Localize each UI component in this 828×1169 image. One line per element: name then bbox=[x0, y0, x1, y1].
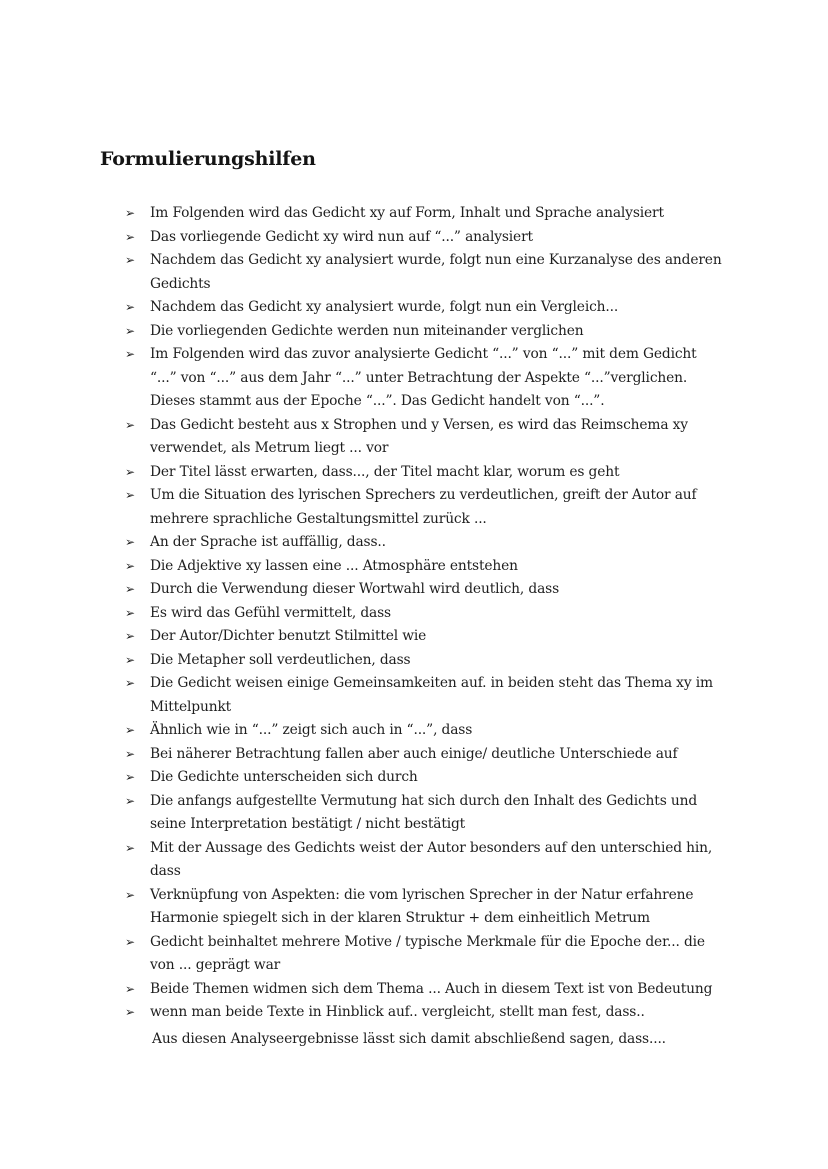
arrow-bullet-icon: ➢ bbox=[125, 417, 135, 432]
arrow-bullet-icon: ➢ bbox=[125, 746, 135, 761]
list-item bbox=[125, 790, 725, 837]
arrow-bullet-icon: ➢ bbox=[125, 887, 135, 902]
list-item-text: Durch die Verwendung dieser Wortwahl wird deutlich, dass bbox=[150, 581, 560, 597]
list-item bbox=[125, 649, 725, 673]
arrow-bullet-icon: ➢ bbox=[125, 652, 135, 667]
closing-sentence: Aus diesen Analyseergebnisse lässt sich damit abschließend sagen, dass.... bbox=[152, 1031, 666, 1047]
list-item bbox=[125, 320, 725, 344]
list-item-text: Im Folgenden wird das zuvor analysierte Gedicht “...” von “...” mit dem Gedicht “...” von “...” aus dem Jahr “...” unter Betrachtung der Aspekte “...”verglichen. Dieses stammt aus der Epoche “...”. Das Gedicht handelt von “...”. bbox=[150, 346, 697, 409]
list-item-text: Im Folgenden wird das Gedicht xy auf Form, Inhalt und Sprache analysiert bbox=[150, 205, 664, 221]
list-item bbox=[125, 719, 725, 743]
list-item-text: Die vorliegenden Gedichte werden nun miteinander verglichen bbox=[150, 322, 584, 339]
arrow-bullet-icon: ➢ bbox=[125, 840, 135, 855]
list-item bbox=[125, 461, 725, 485]
page-title: Formulierungshilfen bbox=[100, 148, 316, 170]
list-item-text: Ähnlich wie in “...” zeigt sich auch in “...”, dass bbox=[150, 722, 473, 738]
list-item-text: Nachdem das Gedicht xy analysiert wurde, folgt nun eine Kurzanalyse des anderen Gedichts bbox=[150, 252, 722, 292]
list-item-text: Der Titel lässt erwarten, dass..., der Titel macht klar, worum es geht bbox=[150, 463, 620, 480]
list-item bbox=[125, 978, 725, 1002]
list-item bbox=[125, 884, 725, 931]
list-item bbox=[125, 837, 725, 884]
arrow-bullet-icon: ➢ bbox=[125, 206, 135, 220]
list-item-text: Nachdem das Gedicht xy analysiert wurde, folgt nun ein Vergleich... bbox=[150, 299, 619, 315]
arrow-bullet-icon: ➢ bbox=[125, 488, 135, 502]
list-item-text: Das Gedicht besteht aus x Strophen und y Versen, es wird das Reimschema xy verwendet, als Metrum liegt ... vor bbox=[150, 416, 688, 456]
list-item-text: Gedicht beinhaltet mehrere Motive / typische Merkmale für die Epoche der... die von ... geprägt war bbox=[150, 933, 705, 973]
list-item bbox=[125, 484, 725, 531]
list-item-text: Beide Themen widmen sich dem Thema ... Auch in diesem Text ist von Bedeutung bbox=[150, 980, 713, 997]
list-item bbox=[125, 931, 725, 978]
arrow-bullet-icon: ➢ bbox=[125, 253, 135, 267]
list-item bbox=[125, 743, 725, 767]
list-item-text: Es wird das Gefühl vermittelt, dass bbox=[150, 604, 391, 621]
arrow-bullet-icon: ➢ bbox=[125, 770, 135, 784]
arrow-bullet-icon: ➢ bbox=[125, 535, 135, 549]
arrow-bullet-icon: ➢ bbox=[125, 582, 135, 596]
list-item bbox=[125, 414, 725, 461]
list-item-text: Die Gedichte unterscheiden sich durch bbox=[150, 769, 418, 785]
list-item bbox=[125, 296, 725, 320]
list-item bbox=[125, 531, 725, 555]
list-item bbox=[125, 578, 725, 602]
list-item-text: Mit der Aussage des Gedichts weist der Autor besonders auf den unterschied hin, dass bbox=[150, 839, 713, 879]
list-item bbox=[125, 766, 725, 790]
arrow-bullet-icon: ➢ bbox=[125, 723, 135, 737]
list-item bbox=[125, 343, 725, 414]
list-item-text: wenn man beide Texte in Hinblick auf.. vergleicht, stellt man fest, dass.. bbox=[150, 1004, 645, 1020]
list-item bbox=[125, 249, 725, 296]
arrow-bullet-icon: ➢ bbox=[125, 629, 135, 643]
list-item bbox=[125, 226, 725, 250]
phrase-list bbox=[125, 202, 725, 1025]
list-item-text: Um die Situation des lyrischen Sprechers zu verdeutlichen, greift der Autor auf mehrere sprachliche Gestaltungsmittel zurück ... bbox=[150, 487, 697, 527]
list-item-text: Verknüpfung von Aspekten: die vom lyrischen Sprecher in der Natur erfahrene Harmonie spiegelt sich in der klaren Struktur + dem einheitlich Metrum bbox=[150, 886, 694, 926]
list-item bbox=[125, 672, 725, 719]
arrow-bullet-icon: ➢ bbox=[125, 793, 135, 808]
list-item-text: Der Autor/Dichter benutzt Stilmittel wie bbox=[150, 628, 427, 644]
arrow-bullet-icon: ➢ bbox=[125, 464, 135, 479]
arrow-bullet-icon: ➢ bbox=[125, 229, 135, 244]
arrow-bullet-icon: ➢ bbox=[125, 981, 135, 996]
list-item bbox=[125, 602, 725, 626]
arrow-bullet-icon: ➢ bbox=[125, 1005, 135, 1019]
list-item-text: Bei näherer Betrachtung fallen aber auch einige/ deutliche Unterschiede auf bbox=[150, 745, 678, 762]
arrow-bullet-icon: ➢ bbox=[125, 676, 135, 690]
arrow-bullet-icon: ➢ bbox=[125, 347, 135, 361]
list-item-text: Die Metapher soll verdeutlichen, dass bbox=[150, 651, 411, 668]
list-item bbox=[125, 1001, 725, 1025]
arrow-bullet-icon: ➢ bbox=[125, 934, 135, 949]
list-item bbox=[125, 625, 725, 649]
list-item bbox=[125, 202, 725, 226]
arrow-bullet-icon: ➢ bbox=[125, 323, 135, 338]
list-item-text: An der Sprache ist auffällig, dass.. bbox=[150, 534, 386, 550]
list-item-text: Das vorliegende Gedicht xy wird nun auf “...” analysiert bbox=[150, 228, 533, 245]
arrow-bullet-icon: ➢ bbox=[125, 605, 135, 620]
list-item-text: Die Gedicht weisen einige Gemeinsamkeiten auf. in beiden steht das Thema xy im Mittelpunkt bbox=[150, 675, 713, 715]
list-item bbox=[125, 555, 725, 579]
list-item-text: Die anfangs aufgestellte Vermutung hat sich durch den Inhalt des Gedichts und seine Interpretation bestätigt / nicht bestätigt bbox=[150, 792, 698, 832]
arrow-bullet-icon: ➢ bbox=[125, 558, 135, 573]
list-item-text: Die Adjektive xy lassen eine ... Atmosphäre entstehen bbox=[150, 557, 518, 574]
arrow-bullet-icon: ➢ bbox=[125, 300, 135, 314]
